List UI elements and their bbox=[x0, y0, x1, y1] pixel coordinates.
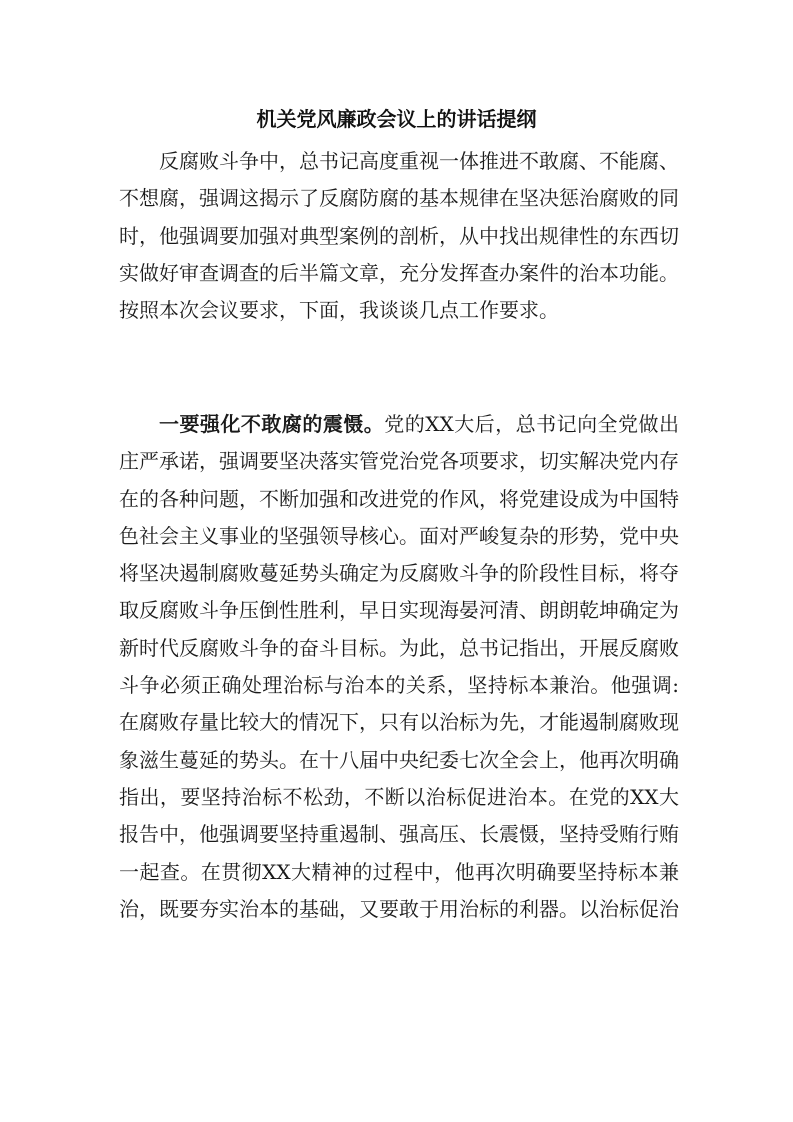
paragraph-intro bbox=[119, 143, 679, 329]
document-title: 机关党风廉政会议上的讲话提纲 bbox=[256, 107, 537, 131]
paragraph-intro-text: 反腐败斗争中，总书记高度重视一体推进不敢腐、不能腐、不想腐，强调这揭示了反腐防腐的基本规律在坚决惩治腐败的同时，他强调要加强对典型案例的剖析，从中找出规律性的东西切实做好审查调查的后半篇文章，充分发挥查办案件的治本功能。按照本次会议要求，下面，我谈谈几点工作要求。 bbox=[119, 149, 679, 323]
paragraph-point-one-heading: 一要强化不敢腐的震慑。 bbox=[159, 412, 385, 436]
paragraph-point-one bbox=[119, 406, 679, 928]
paragraph-point-one-text: 党的XX大后，总书记向全党做出庄严承诺，强调要坚决落实管党治党各项要求，切实解决党内存在的各种问题，不断加强和改进党的作风，将党建设成为中国特色社会主义事业的坚强领导核心。面对严峻复杂的形势，党中央将坚决遏制腐败蔓延势头确定为反腐败斗争的阶段性目标，将夺取反腐败斗争压倒性胜利，早日实现海晏河清、朗朗乾坤确定为新时代反腐败斗争的奋斗目标。为此，总书记指出，开展反腐败斗争必须正确处理治标与治本的关系，坚持标本兼治。他强调:在腐败存量比较大的情况下，只有以治标为先，才能遏制腐败现象滋生蔓延的势头。在十八届中央纪委七次全会上，他再次明确指出，要坚持治标不松劲，不断以治标促进治本。在党的XX大报告中，他强调要坚持重遏制、强高压、长震慑，坚持受贿行贿一起查。在贯彻XX大精神的过程中，他再次明确要坚持标本兼治，既要夯实治本的基础，又要敢于用治标的利器。以治标促治 bbox=[119, 412, 679, 921]
